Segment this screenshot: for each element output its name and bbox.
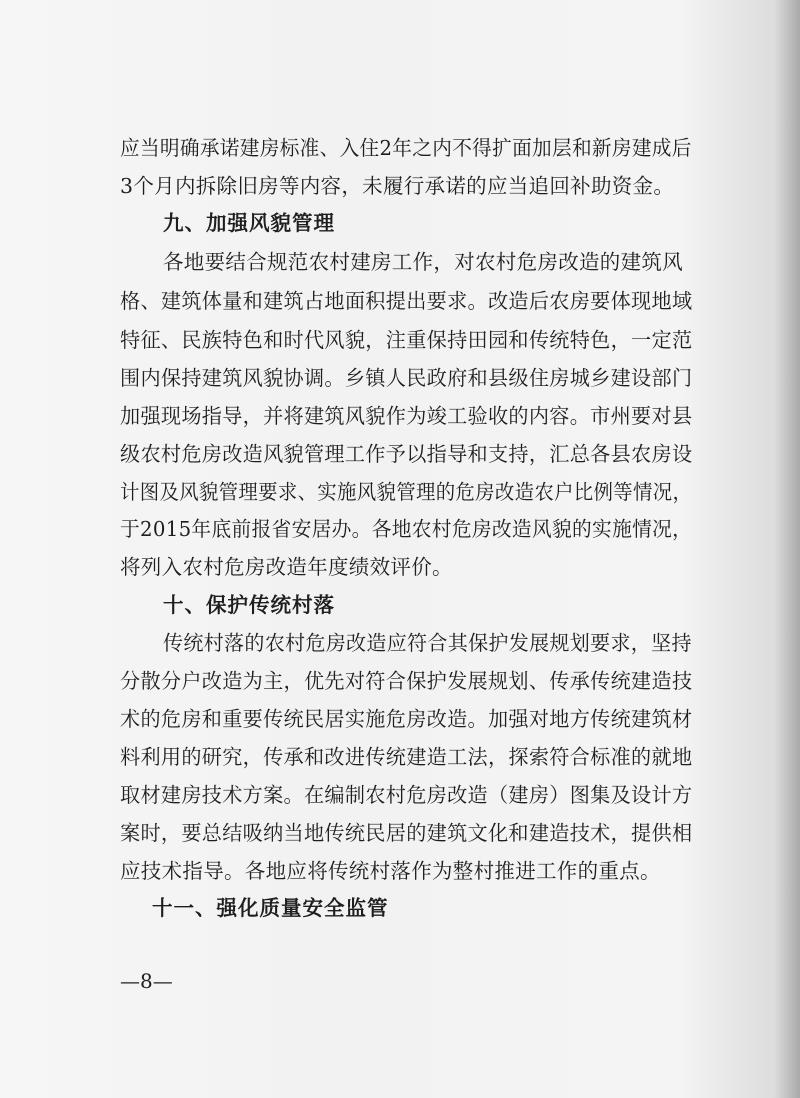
section-heading-nine: 九、加强风貌管理 — [163, 211, 335, 235]
paragraph-line: 特征、民族特色和时代风貌，注重保持田园和传统特色，一定范 — [120, 328, 693, 352]
paragraph-line: 应当明确承诺建房标准、入住2年之内不得扩面加层和新房建成后 — [120, 136, 692, 160]
paragraph-line: 取材建房技术方案。在编制农村危房改造（建房）图集及设计方 — [120, 783, 693, 807]
paragraph-line: 于2015年底前报省安居办。各地农村危房改造风貌的实施情况， — [120, 517, 693, 541]
page-number: —8— — [120, 969, 173, 993]
paragraph-line: 各地要结合规范农村建房工作，对农村危房改造的建筑风 — [163, 250, 683, 274]
paragraph-line: 计图及风貌管理要求、实施风貌管理的危房改造农户比例等情况， — [120, 480, 693, 504]
paragraph-line: 围内保持建筑风貌协调。乡镇人民政府和县级住房城乡建设部门 — [120, 366, 693, 390]
paragraph-line: 级农村危房改造风貌管理工作予以指导和支持，汇总各县农房设 — [120, 442, 693, 466]
paragraph-line: 案时，要总结吸纳当地传统民居的建筑文化和建造技术，提供相 — [120, 821, 693, 845]
section-heading-eleven: 十一、强化质量安全监管 — [152, 896, 389, 920]
paragraph-line: 术的危房和重要传统民居实施危房改造。加强对地方传统建筑材 — [120, 707, 693, 731]
paragraph-line: 将列入农村危房改造年度绩效评价。 — [120, 555, 453, 579]
page-edge-shadow — [774, 0, 800, 1098]
paragraph-line: 应技术指导。各地应将传统村落作为整村推进工作的重点。 — [120, 859, 661, 883]
paragraph-line: 加强现场指导，并将建筑风貌作为竣工验收的内容。市州要对县 — [120, 404, 693, 428]
paragraph-line: 3个月内拆除旧房等内容，未履行承诺的应当追回补助资金。 — [120, 174, 675, 198]
paragraph-line: 分散分户改造为主，优先对符合保护发展规划、传承传统建造技 — [120, 669, 693, 693]
section-heading-ten: 十、保护传统村落 — [163, 593, 335, 617]
paragraph-line: 料利用的研究，传承和改进传统建造工法，探索符合标准的就地 — [120, 745, 693, 769]
paragraph-line: 传统村落的农村危房改造应符合其保护发展规划要求，坚持 — [163, 631, 692, 655]
paragraph-line: 格、建筑体量和建筑占地面积提出要求。改造后农房要体现地域 — [120, 289, 693, 313]
